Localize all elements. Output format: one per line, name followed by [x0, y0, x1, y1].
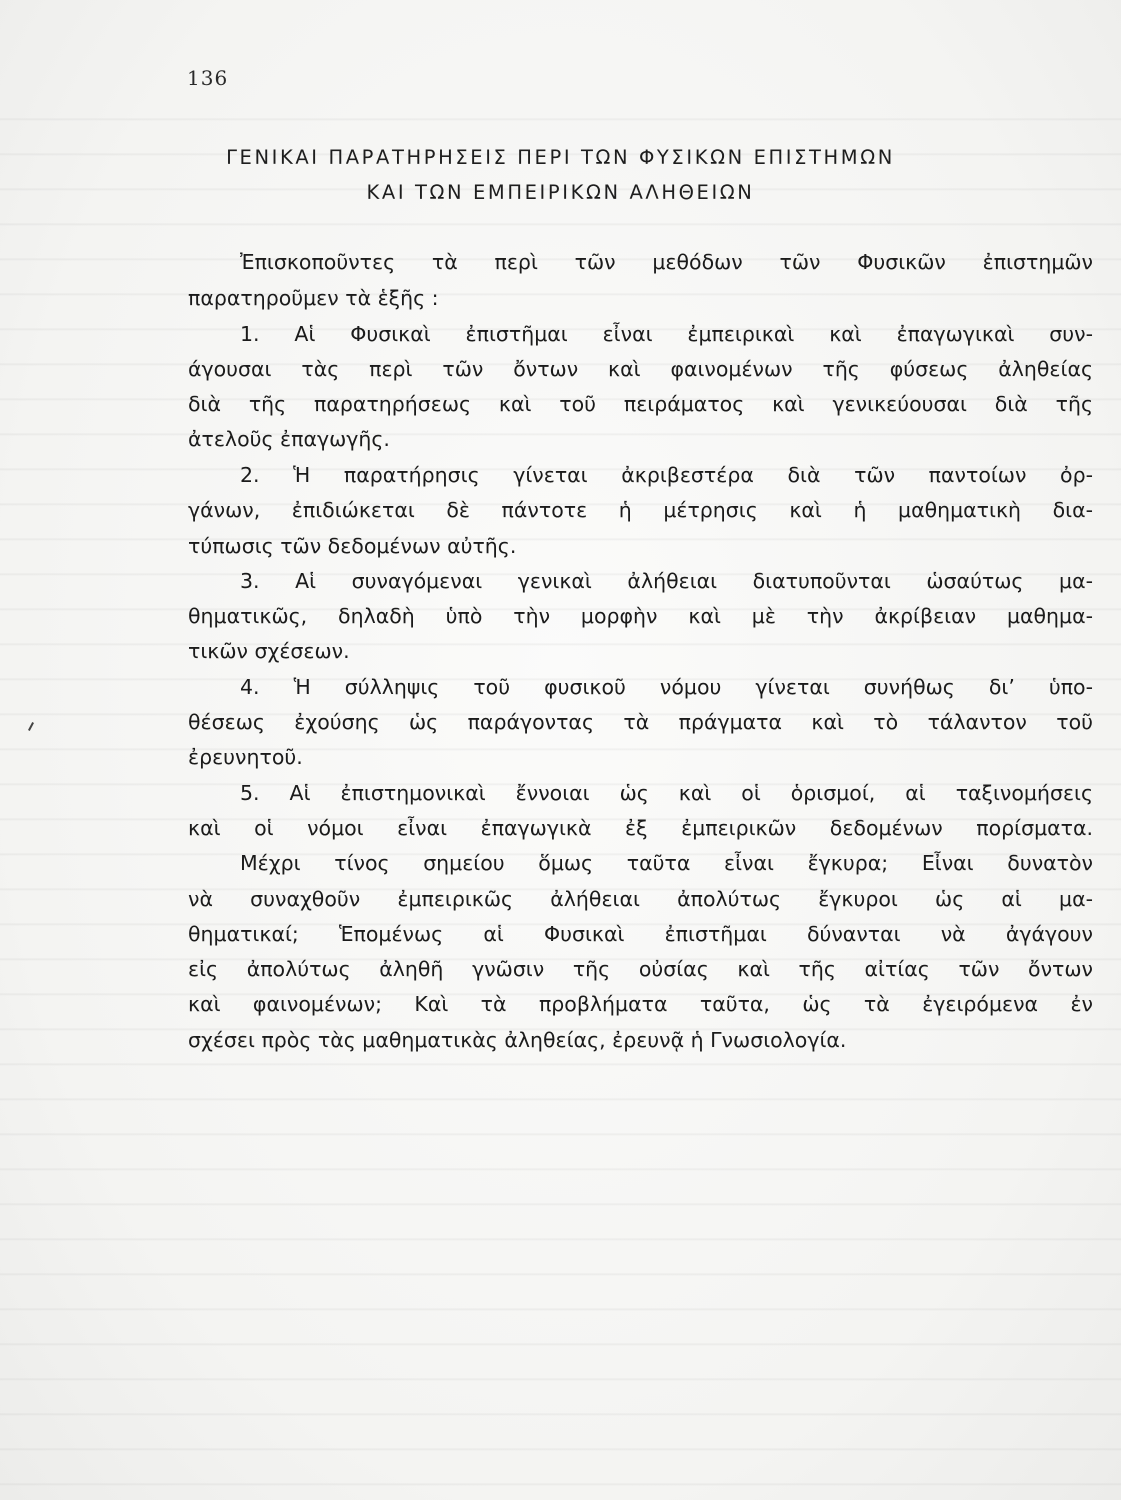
page-number: 136	[187, 66, 229, 90]
body-line: παρατηροῦμεν τὰ ἑξῆς :	[188, 286, 439, 310]
body-line: σχέσει πρὸς τὰς μαθηματικὰς ἀληθείας, ἐρευνᾷ ἡ Γνωσιολογία.	[188, 1028, 847, 1052]
margin-mark	[28, 722, 34, 731]
body-line: Ἐπισκοποῦντες τὰ περὶ τῶν μεθόδων τῶν Φυσικῶν ἐπιστημῶν	[240, 250, 1093, 274]
body-line: Μέχρι τίνος σημείου ὅμως ταῦτα εἶναι ἔγκυρα; Εἶναι δυνατὸν	[240, 851, 1093, 875]
body-line: 2. Ἡ παρατήρησις γίνεται ἀκριβεστέρα διὰ τῶν παντοίων ὀρ-	[240, 463, 1093, 487]
body-line: 3. Αἱ συναγόμεναι γενικαὶ ἀλήθειαι διατυποῦνται ὡσαύτως μα-	[240, 569, 1093, 593]
body-line: άγουσαι τὰς περὶ τῶν ὄντων καὶ φαινομένων τῆς φύσεως ἀληθείας	[188, 357, 1093, 381]
body-line: καὶ φαινομένων; Καὶ τὰ προβλήματα ταῦτα, ὡς τὰ ἐγειρόμενα ἐν	[188, 992, 1093, 1016]
body-line: εἰς ἀπολύτως ἀληθῆ γνῶσιν τῆς οὐσίας καὶ τῆς αἰτίας τῶν ὄντων	[188, 957, 1093, 981]
body-line: 5. Αἱ ἐπιστημονικαὶ ἔννοιαι ὡς καὶ οἱ ὁρισμοί, αἱ ταξινομήσεις	[240, 781, 1093, 805]
chapter-heading-line-2: ΚΑΙ ΤΩΝ ΕΜΠΕΙΡΙΚΩΝ ΑΛΗΘΕΙΩΝ	[366, 181, 755, 204]
body-line: θηματικῶς, δηλαδὴ ὑπὸ τὴν μορφὴν καὶ μὲ τὴν ἀκρίβειαν μαθημα-	[188, 604, 1093, 628]
chapter-heading-line-1: ΓΕΝΙΚΑΙ ΠΑΡΑΤΗΡΗΣΕΙΣ ΠΕΡΙ ΤΩΝ ΦΥΣΙΚΩΝ ΕΠΙΣΤΗΜΩΝ	[226, 146, 895, 169]
body-line: ἐρευνητοῦ.	[188, 745, 303, 769]
body-line: νὰ συναχθοῦν ἐμπειρικῶς ἀλήθειαι ἀπολύτως ἔγκυροι ὡς αἱ μα-	[188, 887, 1093, 911]
body-line: τύπωσις τῶν δεδομένων αὐτῆς.	[188, 534, 517, 558]
body-line: θέσεως ἐχούσης ὡς παράγοντας τὰ πράγματα καὶ τὸ τάλαντον τοῦ	[188, 710, 1093, 734]
body-line: τικῶν σχέσεων.	[188, 639, 350, 663]
body-line: διὰ τῆς παρατηρήσεως καὶ τοῦ πειράματος καὶ γενικεύουσαι διὰ τῆς	[188, 392, 1093, 416]
body-line: ἀτελοῦς ἐπαγωγῆς.	[188, 427, 390, 451]
body-line: θηματικαί; Ἑπομένως αἱ Φυσικαὶ ἐπιστῆμαι δύνανται νὰ ἀγάγουν	[188, 922, 1093, 946]
body-line: καὶ οἱ νόμοι εἶναι ἐπαγωγικὰ ἐξ ἐμπειρικῶν δεδομένων πορίσματα.	[188, 816, 1093, 840]
body-line: 4. Ἡ σύλληψις τοῦ φυσικοῦ νόμου γίνεται συνήθως δι’ ὑπο-	[240, 675, 1093, 699]
body-line: 1. Αἱ Φυσικαὶ ἐπιστῆμαι εἶναι ἐμπειρικαὶ καὶ ἐπαγωγικαὶ συν-	[240, 322, 1093, 346]
body-line: γάνων, ἐπιδιώκεται δὲ πάντοτε ἡ μέτρησις καὶ ἡ μαθηματικὴ δια-	[188, 498, 1093, 522]
